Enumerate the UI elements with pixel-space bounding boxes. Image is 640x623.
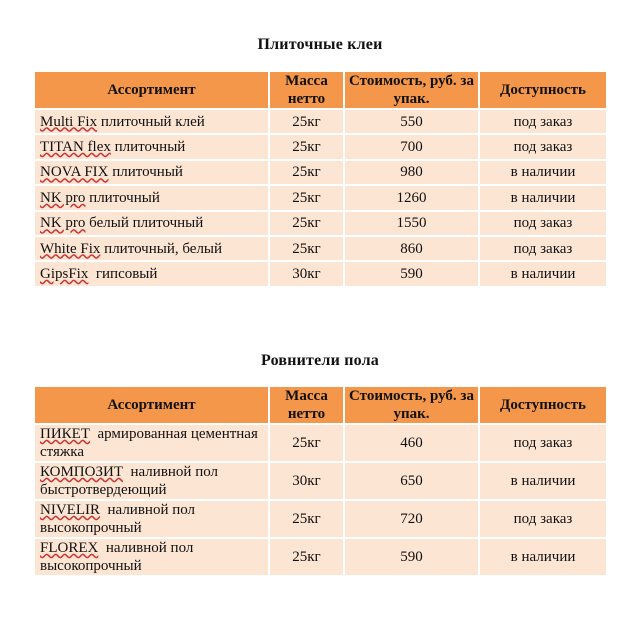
table-row [34,462,607,500]
tile-adhesives-title: Плиточные клеи [257,36,383,53]
product-mass: 25кг [269,211,344,236]
product-mass: 25кг [269,185,344,210]
product-price: 860 [344,236,479,261]
product-brand: FLOREX [40,540,99,556]
product-brand: КОМПОЗИТ [40,464,123,480]
product-name [34,134,269,159]
product-description: плиточный [108,164,183,181]
product-name [34,462,269,500]
product-brand: ПИКЕТ [40,426,90,442]
floor-levelers-title: Ровнители пола [261,352,379,369]
product-brand: NK pro [40,215,86,232]
header-assortment: Ассортимент [34,386,269,424]
product-brand: GipsFix [40,266,89,283]
product-brand: NIVELIR [40,502,100,518]
table-header-row [34,71,607,109]
product-mass: 30кг [269,261,344,286]
product-price: 550 [344,109,479,134]
product-name [34,211,269,236]
product-availability: в наличии [479,261,607,286]
header-price: Стоимость, руб. за упак. [344,71,479,109]
product-availability: под заказ [479,236,607,261]
product-brand: TITAN flex [40,139,111,156]
tile-adhesives-table [33,70,608,288]
product-description: наливной пол высокопрочный [40,540,198,574]
product-description: армированная цементная стяжка [40,426,262,460]
product-price: 590 [344,261,479,286]
product-description: наливной пол быстротвердеющий [40,464,222,498]
product-price: 650 [344,462,479,500]
product-price: 590 [344,538,479,576]
product-name [34,160,269,185]
table-row [34,538,607,576]
table-row [34,185,607,210]
table-row [34,160,607,185]
product-mass: 25кг [269,109,344,134]
table-row [34,109,607,134]
floor-levelers-rows [34,424,607,576]
product-description: плиточный [85,189,160,206]
product-price: 1550 [344,211,479,236]
table-row [34,211,607,236]
product-availability: в наличии [479,462,607,500]
product-mass: 30кг [269,462,344,500]
header-mass: Масса нетто [269,386,344,424]
product-price: 980 [344,160,479,185]
table-header-row [34,386,607,424]
product-name [34,261,269,286]
product-availability: в наличии [479,160,607,185]
product-description: плиточный [110,139,186,156]
product-name [34,185,269,210]
table-row [34,236,607,261]
product-price: 700 [344,134,479,159]
product-mass: 25кг [269,236,344,261]
product-name [34,109,269,134]
product-availability: в наличии [479,185,607,210]
product-availability: под заказ [479,109,607,134]
product-mass: 25кг [269,160,344,185]
product-description: наливной пол высокопрочный [40,502,199,536]
product-mass: 25кг [269,538,344,576]
product-mass: 25кг [269,500,344,538]
floor-levelers-table [33,385,608,577]
product-price: 1260 [344,185,479,210]
table-row [34,500,607,538]
product-availability: под заказ [479,500,607,538]
product-name [34,538,269,576]
header-availability: Доступность [479,386,607,424]
product-brand: NOVA FIX [40,164,109,181]
product-mass: 25кг [269,134,344,159]
product-description: плиточный клей [97,113,205,130]
product-price: 460 [344,424,479,462]
tile-adhesives-rows [34,109,607,287]
header-mass: Масса нетто [269,71,344,109]
product-availability: под заказ [479,134,607,159]
product-mass: 25кг [269,424,344,462]
product-price: 720 [344,500,479,538]
table-row [34,261,607,286]
product-availability: под заказ [479,424,607,462]
product-availability: под заказ [479,211,607,236]
header-availability: Доступность [479,71,607,109]
product-name [34,236,269,261]
product-name [34,424,269,462]
table-row [34,424,607,462]
header-assortment: Ассортимент [34,71,269,109]
product-description: белый плиточный [85,215,204,232]
product-description: плиточный, белый [100,240,223,257]
product-name [34,500,269,538]
header-price: Стоимость, руб. за упак. [344,386,479,424]
product-availability: в наличии [479,538,607,576]
product-brand: White Fix [40,240,101,257]
product-brand: NK pro [40,189,86,206]
product-brand: Multi Fix [40,113,98,130]
product-description: гипсовый [88,266,158,283]
table-row [34,134,607,159]
